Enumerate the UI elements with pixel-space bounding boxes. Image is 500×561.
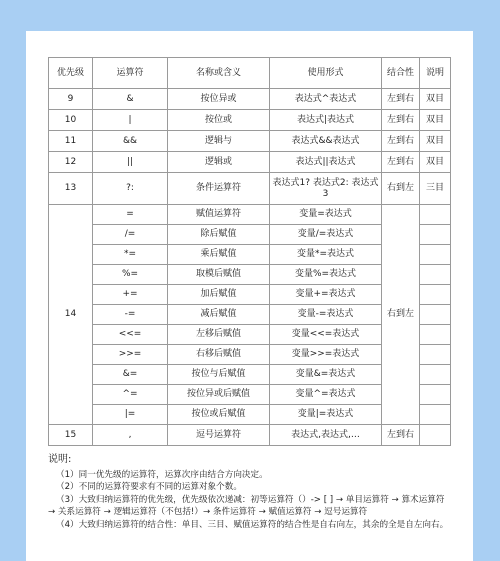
cell-name: 按位或 <box>168 110 270 131</box>
table-row <box>49 131 451 152</box>
table-row <box>49 110 451 131</box>
cell-operator: %= <box>93 265 168 285</box>
cell-note <box>420 385 451 405</box>
cell-priority: 9 <box>49 89 93 110</box>
cell-note <box>420 405 451 425</box>
cell-name: 加后赋值 <box>168 285 270 305</box>
cell-note: 双目 <box>420 152 451 173</box>
header-name: 名称或含义 <box>168 58 270 89</box>
cell-operator: /= <box>93 225 168 245</box>
cell-operator: || <box>93 152 168 173</box>
cell-operator: <<= <box>93 325 168 345</box>
header-usage: 使用形式 <box>270 58 382 89</box>
cell-note: 双目 <box>420 110 451 131</box>
cell-name: 除后赋值 <box>168 225 270 245</box>
cell-usage: 表达式^表达式 <box>270 89 382 110</box>
cell-note <box>420 305 451 325</box>
table-row <box>49 152 451 173</box>
cell-associativity: 右到左 <box>382 205 420 425</box>
table-header-row <box>49 58 451 89</box>
cell-name: 按位异或 <box>168 89 270 110</box>
document-page <box>26 31 473 561</box>
cell-priority: 14 <box>49 205 93 425</box>
cell-name: 逻辑与 <box>168 131 270 152</box>
cell-usage: 变量/=表达式 <box>270 225 382 245</box>
table-row <box>49 173 451 205</box>
cell-note <box>420 425 451 446</box>
cell-priority: 13 <box>49 173 93 205</box>
cell-usage: 变量*=表达式 <box>270 245 382 265</box>
cell-name: 左移后赋值 <box>168 325 270 345</box>
cell-name: 乘后赋值 <box>168 245 270 265</box>
cell-note <box>420 325 451 345</box>
note-line: （2）不同的运算符要求有不同的运算对象个数。 <box>56 482 242 493</box>
cell-note: 三目 <box>420 173 451 205</box>
cell-usage: 表达式&&表达式 <box>270 131 382 152</box>
cell-associativity: 左到右 <box>382 89 420 110</box>
notes-section <box>48 454 453 532</box>
operator-precedence-table <box>48 57 451 446</box>
cell-operator: |= <box>93 405 168 425</box>
cell-note <box>420 285 451 305</box>
note-line: （4）大致归纳运算符的结合性：单目、三目、赋值运算符的结合性是自右向左，其余的全是自左向右。 <box>56 519 449 530</box>
cell-operator: = <box>93 205 168 225</box>
cell-name: 按位或后赋值 <box>168 405 270 425</box>
cell-note <box>420 265 451 285</box>
table-row <box>49 89 451 110</box>
cell-usage: 变量<<=表达式 <box>270 325 382 345</box>
cell-usage: 变量-=表达式 <box>270 305 382 325</box>
cell-note <box>420 205 451 225</box>
cell-usage: 变量^=表达式 <box>270 385 382 405</box>
cell-usage: 表达式|表达式 <box>270 110 382 131</box>
cell-associativity: 左到右 <box>382 152 420 173</box>
cell-usage: 表达式||表达式 <box>270 152 382 173</box>
cell-name: 赋值运算符 <box>168 205 270 225</box>
cell-usage: 变量|=表达式 <box>270 405 382 425</box>
table-row <box>49 425 451 446</box>
cell-name: 逗号运算符 <box>168 425 270 446</box>
cell-usage: 变量%=表达式 <box>270 265 382 285</box>
cell-note <box>420 365 451 385</box>
cell-name: 减后赋值 <box>168 305 270 325</box>
cell-operator: *= <box>93 245 168 265</box>
table-row <box>49 205 451 225</box>
cell-usage: 变量=表达式 <box>270 205 382 225</box>
cell-name: 按位与后赋值 <box>168 365 270 385</box>
cell-name: 条件运算符 <box>168 173 270 205</box>
cell-associativity: 左到右 <box>382 110 420 131</box>
cell-priority: 11 <box>49 131 93 152</box>
cell-note <box>420 345 451 365</box>
cell-operator: | <box>93 110 168 131</box>
cell-usage: 变量&=表达式 <box>270 365 382 385</box>
header-note: 说明 <box>420 58 451 89</box>
note-line: （3）大致归纳运算符的优先级，优先级依次递减：初等运算符（）-> [ ] → 单目运算符 → 算术运算符 → 关系运算符 → 逻辑运算符（不包括!）→ 条件运算符 → 赋值运算符 → 逗号运算符 <box>48 494 445 518</box>
cell-operator: -= <box>93 305 168 325</box>
cell-usage: 表达式1? 表达式2: 表达式3 <box>270 173 382 205</box>
header-associativity: 结合性 <box>382 58 420 89</box>
cell-operator: &= <box>93 365 168 385</box>
notes-title: 说明: <box>48 454 72 465</box>
cell-priority: 12 <box>49 152 93 173</box>
cell-name: 按位异或后赋值 <box>168 385 270 405</box>
cell-associativity: 右到左 <box>382 173 420 205</box>
cell-note <box>420 245 451 265</box>
cell-operator: += <box>93 285 168 305</box>
cell-operator: , <box>93 425 168 446</box>
cell-associativity: 左到右 <box>382 425 420 446</box>
cell-note: 双目 <box>420 131 451 152</box>
cell-operator: && <box>93 131 168 152</box>
cell-usage: 变量>>=表达式 <box>270 345 382 365</box>
note-line: （1）同一优先级的运算符，运算次序由结合方向决定。 <box>56 469 268 480</box>
header-priority: 优先级 <box>49 58 93 89</box>
cell-note <box>420 225 451 245</box>
cell-name: 右移后赋值 <box>168 345 270 365</box>
cell-operator: >>= <box>93 345 168 365</box>
cell-operator: ^= <box>93 385 168 405</box>
cell-usage: 变量+=表达式 <box>270 285 382 305</box>
cell-name: 逻辑或 <box>168 152 270 173</box>
header-operator: 运算符 <box>93 58 168 89</box>
cell-operator: & <box>93 89 168 110</box>
cell-name: 取模后赋值 <box>168 265 270 285</box>
cell-usage: 表达式,表达式,… <box>270 425 382 446</box>
cell-priority: 10 <box>49 110 93 131</box>
cell-operator: ?: <box>93 173 168 205</box>
cell-associativity: 左到右 <box>382 131 420 152</box>
cell-note: 双目 <box>420 89 451 110</box>
cell-priority: 15 <box>49 425 93 446</box>
